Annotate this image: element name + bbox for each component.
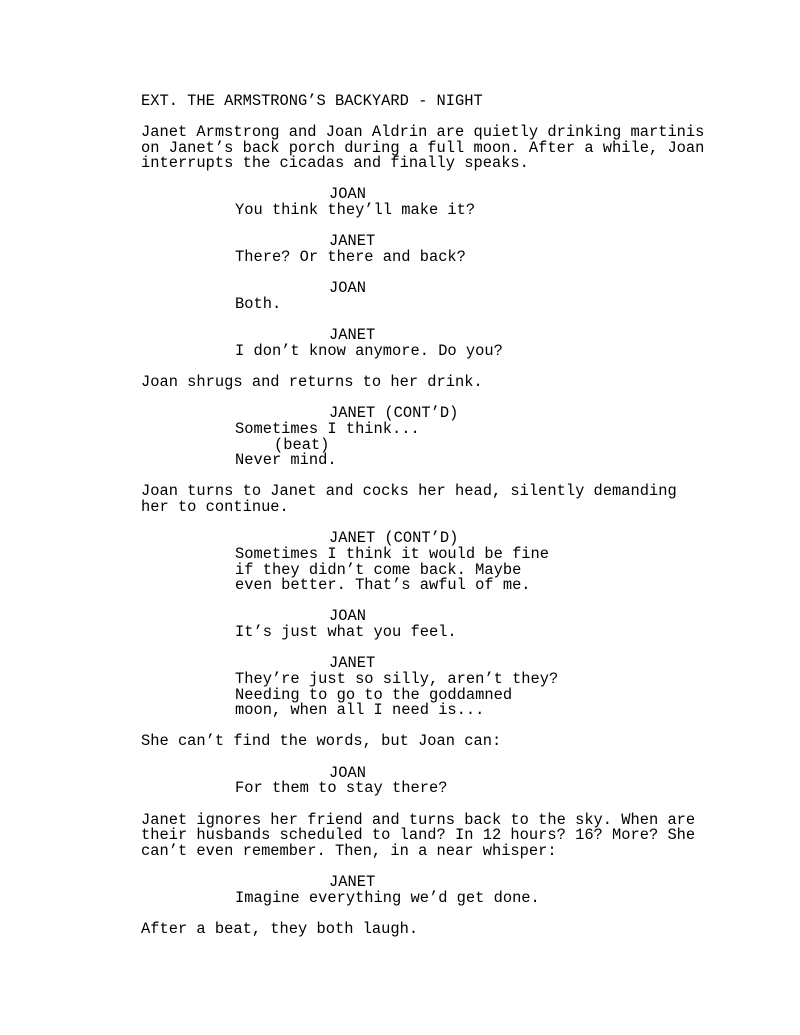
action-line: interrupts the cicadas and finally speaks. — [141, 154, 529, 172]
action-line: on Janet’s back porch during a full moon. After a while, Joan — [141, 139, 705, 157]
dialogue-line: They’re just so silly, aren’t they? — [235, 670, 559, 688]
action-line: can’t even remember. Then, in a near whisper: — [141, 842, 557, 860]
dialogue-line: if they didn’t come back. Maybe — [235, 561, 522, 579]
action-line: After a beat, they both laugh. — [141, 920, 419, 938]
action-line: Janet ignores her friend and turns back to the sky. When are — [141, 811, 696, 829]
character-cue: JANET (CONT’D) — [329, 404, 459, 422]
dialogue-line: moon, when all I need is... — [235, 701, 485, 719]
dialogue-line: It’s just what you feel. — [235, 623, 457, 641]
character-cue: JANET — [329, 232, 376, 250]
dialogue-line: Never mind. — [235, 451, 337, 469]
character-cue: JOAN — [329, 764, 366, 782]
action-line: She can’t find the words, but Joan can: — [141, 732, 502, 750]
action-line: Joan shrugs and returns to her drink. — [141, 373, 483, 391]
dialogue-line: Sometimes I think... — [235, 420, 420, 438]
parenthetical: (beat) — [274, 436, 330, 454]
dialogue-line: You think they’ll make it? — [235, 201, 476, 219]
dialogue-line: For them to stay there? — [235, 779, 448, 797]
dialogue-line: Imagine everything we’d get done. — [235, 889, 540, 907]
character-cue: JANET — [329, 654, 376, 672]
dialogue-line: Sometimes I think it would be fine — [235, 545, 550, 563]
dialogue-line: Both. — [235, 295, 282, 313]
character-cue: JANET (CONT’D) — [329, 529, 459, 547]
action-line: their husbands scheduled to land? In 12 hours? 16? More? She — [141, 826, 696, 844]
dialogue-line: I don’t know anymore. Do you? — [235, 342, 503, 360]
character-cue: JOAN — [329, 185, 366, 203]
character-cue: JANET — [329, 326, 376, 344]
scene-heading: EXT. THE ARMSTRONG’S BACKYARD - NIGHT — [141, 92, 483, 110]
action-line: Janet Armstrong and Joan Aldrin are quietly drinking martinis — [141, 123, 705, 141]
action-line: Joan turns to Janet and cocks her head, silently demanding — [141, 482, 677, 500]
dialogue-line: There? Or there and back? — [235, 248, 466, 266]
character-cue: JOAN — [329, 607, 366, 625]
dialogue-line: Needing to go to the goddamned — [235, 686, 513, 704]
action-line: her to continue. — [141, 498, 289, 516]
dialogue-line: even better. That’s awful of me. — [235, 576, 531, 594]
character-cue: JOAN — [329, 279, 366, 297]
character-cue: JANET — [329, 873, 376, 891]
